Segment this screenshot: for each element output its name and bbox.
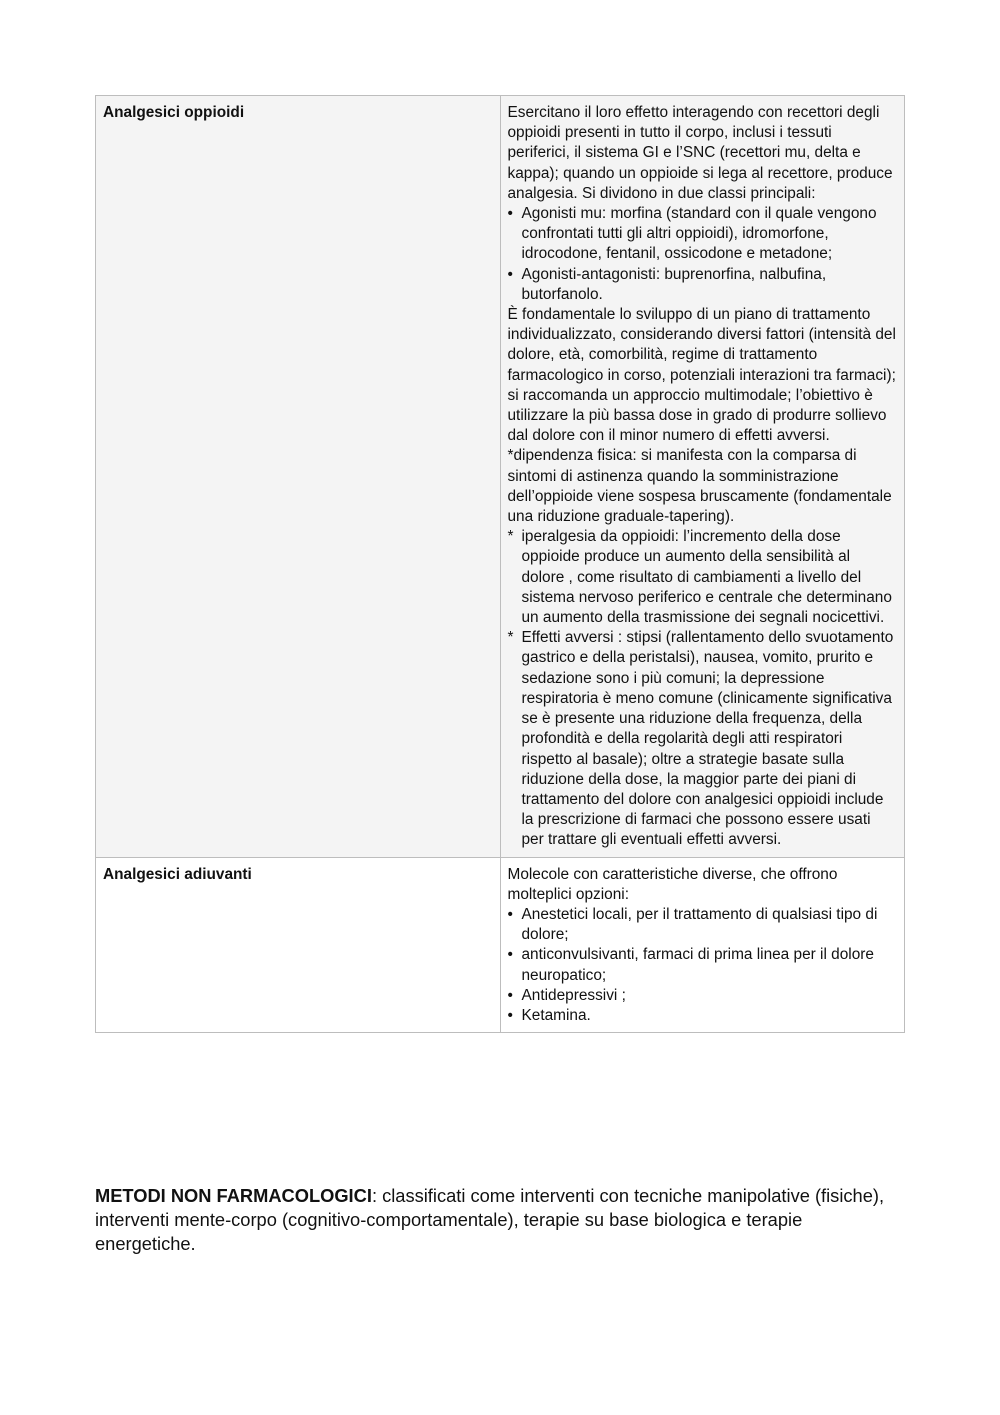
table-row [96, 96, 905, 858]
list-item [508, 204, 898, 265]
analgesics-table [95, 95, 905, 1033]
description-cell [500, 857, 905, 1033]
list-item-text: Effetti avversi : stipsi (rallentamento dello svuotamento gastrico e della peristalsi), nausea, vomito, prurito e sedazione sono i più comuni; la depressione respiratoria è meno comune (clinicamente significativa se è presente una riduzione della frequenza, della profondità e della regolarità degli atti respiratori rispetto al basale); oltre a strategie basate sulla riduzione della dose, la maggior parte dei piani di trattamento del dolore con analgesici oppioidi include la prescrizione di farmaci che possono essere usati per trattare gli eventuali effetti avversi. [521, 629, 894, 849]
opioid-notes-list [508, 527, 898, 850]
list-item [508, 628, 898, 850]
list-item [508, 905, 898, 945]
list-item-text: Agonisti mu: morfina (standard con il quale vengono confrontati tutti gli altri oppioidi), idromorfone, idrocodone, fentanil, ossicodone e metadone; [521, 205, 877, 263]
section-heading: METODI NON FARMACOLOGICI [95, 1185, 372, 1206]
bullet-marker: • [507, 905, 513, 923]
list-item [508, 1006, 898, 1026]
list-item-text: Ketamina. [521, 1006, 591, 1024]
bullet-marker: • [507, 265, 513, 283]
list-item-text: anticonvulsivanti, farmaci di prima linea per il dolore neuropatico; [521, 946, 874, 984]
list-item-text: Anestetici locali, per il trattamento di qualsiasi tipo di dolore; [521, 905, 878, 944]
physical-dependence-note: *dipendenza fisica: si manifesta con la comparsa di sintomi di astinenza quando la somministrazione dell’oppioide viene sospesa bruscamente (fondamentale una riduzione graduale-tapering). [507, 447, 892, 526]
list-item [508, 527, 898, 628]
term-adjuvant-analgesics: Analgesici adiuvanti [103, 865, 252, 883]
non-pharmacological-methods-paragraph [95, 1184, 907, 1256]
treatment-plan-paragraph: È fondamentale lo sviluppo di un piano di trattamento individualizzato, considerando diversi fattori (intensità del dolore, età, comorbilità, regime di trattamento farmacologico in corso, potenziali interazioni tra farmaci); si raccomanda un approccio multimodale; l’obiettivo è utilizzare la più bassa dose in grado di produrre sollievo dal dolore con il minor numero di effetti avversi. [507, 306, 896, 445]
list-item-text: iperalgesia da oppioidi: l’incremento della dose oppioide produce un aumento della sensibilità al dolore , come risultato di cambiamenti a livello del sistema nervoso periferico e centrale che determinano un aumento della trasmissione dei segnali nocicettivi. [521, 528, 892, 627]
table-row [96, 857, 905, 1033]
list-item [508, 986, 898, 1006]
list-item-text: Antidepressivi ; [521, 986, 626, 1004]
bullet-marker: • [507, 946, 513, 964]
bullet-marker: • [507, 1006, 513, 1024]
asterisk-marker: * [507, 629, 514, 647]
list-item [508, 265, 898, 305]
adjuvant-intro: Molecole con caratteristiche diverse, che offrono molteplici opzioni: [507, 865, 838, 903]
bullet-marker: • [507, 205, 513, 223]
opioid-classes-list [508, 204, 898, 305]
term-cell [96, 857, 501, 1033]
term-opioid-analgesics: Analgesici oppioidi [103, 104, 245, 121]
opioid-intro: Esercitano il loro effetto interagendo con recettori degli oppioidi presenti in tutto il corpo, inclusi i tessuti periferici, il sistema GI e l’SNC (recettori mu, delta e kappa); quando un oppioide si lega al recettore, produce analgesia. Si dividono in due classi principali: [507, 104, 893, 202]
bullet-marker: • [507, 986, 513, 1004]
adjuvant-options-list [508, 905, 898, 1026]
list-item-text: Agonisti-antagonisti: buprenorfina, nalbufina, butorfanolo. [521, 265, 827, 303]
asterisk-marker: * [507, 528, 514, 546]
section-body: : classificati come interventi con tecniche manipolative (fisiche), interventi mente-corpo (cognitivo-comportamentale), terapie su base biologica e terapie energetiche. [95, 1185, 885, 1254]
list-item [508, 945, 898, 985]
description-cell [500, 96, 905, 858]
term-cell [96, 96, 501, 858]
